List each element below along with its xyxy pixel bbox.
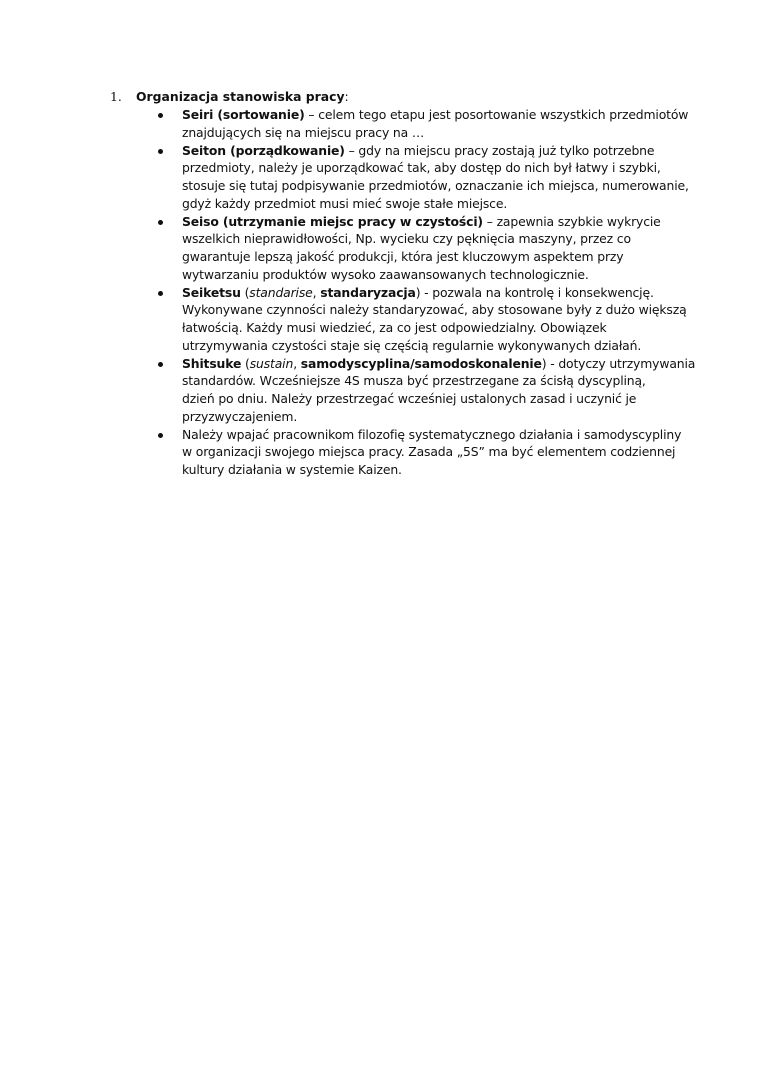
text-run: kultury działania w systemie Kaizen. [182, 462, 402, 477]
text-run: znajdujących się na miejscu pracy na … [182, 124, 425, 140]
list-heading [110, 88, 670, 106]
text-run: Wykonywane czynności należy standaryzować, aby stosowane były z dużo większą [182, 302, 687, 318]
heading-colon: : [344, 89, 349, 104]
text-run: ) - pozwala na kontrolę i konsekwencję. [415, 284, 654, 300]
bold-text-run: standaryzacja [320, 284, 416, 300]
bullet-item [110, 284, 687, 355]
text-run: ( [240, 284, 250, 300]
text-line [182, 142, 670, 160]
text-run: gdyż każdy przedmiot musi mieć swoje stałe miejsce. [182, 195, 508, 211]
bold-text-run: Seiton (porządkowanie) [182, 142, 345, 158]
text-run: stosuje się tutaj podpisywanie przedmiotów, oznaczanie ich miejsca, numerowanie, [182, 178, 689, 193]
text-run: dzień po dniu. Należy przestrzegać wcześniej ustalonych zasad i uczynić je [182, 391, 637, 406]
bullet-dot-icon [158, 113, 163, 118]
text-line [182, 177, 689, 195]
text-line [182, 124, 670, 142]
text-line [182, 372, 670, 390]
text-line [182, 355, 696, 373]
bullet-text [182, 355, 696, 426]
bullet-dot-icon [158, 433, 163, 438]
text-line [182, 266, 670, 284]
text-run: standardów. Wcześniejsze 4S musza być przestrzegane za ścisłą dyscypliną, [182, 373, 646, 389]
bullet-text [182, 142, 689, 213]
text-line [182, 443, 676, 461]
text-run: łatwością. Każdy musi wiedzieć, za co jest odpowiedzialny. Obowiązek [182, 320, 607, 335]
italic-text-run: standarise [249, 284, 313, 300]
bullet-dot-icon [158, 362, 163, 367]
text-line [182, 390, 670, 408]
text-line [182, 319, 670, 337]
text-line [182, 337, 670, 355]
text-run: gwarantuje lepszą jakość produkcji, która jest kluczowym aspektem przy [182, 249, 624, 264]
bold-text-run: Seiri (sortowanie) [182, 107, 305, 122]
bullet-item [110, 355, 696, 426]
text-run: przedmioty, należy je uporządkować tak, aby dostęp do nich był łatwy i szybki, [182, 160, 661, 176]
bullet-list [110, 106, 696, 479]
bullet-item [110, 213, 670, 284]
text-run: wytwarzaniu produktów wysoko zaawansowanych technologicznie. [182, 266, 589, 282]
bullet-item [110, 142, 689, 213]
bullet-item [110, 426, 682, 479]
text-line [182, 284, 670, 302]
text-line [182, 230, 670, 248]
text-line [182, 461, 670, 479]
numbered-list [110, 88, 696, 479]
heading-title: Organizacja stanowiska pracy [136, 89, 345, 104]
bold-text-run: Shitsuke [182, 355, 242, 371]
bullet-text [182, 106, 689, 142]
bullet-dot-icon [158, 220, 163, 225]
text-run: przyzwyczajeniem. [182, 408, 298, 424]
text-run: Należy wpajać pracownikom filozofię systematycznego działania i samodyscypliny [182, 426, 682, 442]
text-run: wszelkich nieprawidłowości, Np. wycieku czy pęknięcia maszyny, przez co [182, 231, 631, 247]
text-line [182, 408, 670, 426]
bullet-dot-icon [158, 149, 163, 154]
bullet-text [182, 426, 682, 479]
text-run: – zapewnia szybkie wykrycie [482, 213, 661, 229]
bullet-dot-icon [158, 291, 163, 296]
bullet-item [110, 106, 689, 142]
text-line [182, 159, 670, 177]
text-run: – celem tego etapu jest posortowanie wszystkich przedmiotów [304, 107, 689, 122]
text-line [182, 301, 687, 319]
italic-text-run: sustain [249, 355, 294, 371]
text-line [182, 195, 670, 213]
text-line [182, 426, 682, 444]
text-line [182, 213, 670, 231]
bold-text-run: Seiso (utrzymanie miejsc pracy w czystości) [182, 213, 483, 229]
bold-text-run: samodyscyplina/samodoskonalenie [300, 355, 542, 371]
text-run: w organizacji swojego miejsca pracy. Zasada „5S” ma być elementem codziennej [182, 444, 676, 460]
text-run: , [293, 355, 301, 371]
list-number: 1. [110, 89, 122, 104]
text-run: , [312, 284, 321, 300]
text-run: ( [241, 355, 250, 371]
text-run: ) - dotyczy utrzymywania [541, 355, 696, 371]
text-line [182, 106, 689, 124]
text-run: – gdy na miejscu pracy zostają już tylko potrzebne [344, 142, 655, 158]
bold-text-run: Seiketsu [182, 284, 241, 300]
bullet-text [182, 284, 687, 355]
text-line [182, 248, 670, 266]
text-run: utrzymywania czystości staje się częścią regularnie wykonywanych działań. [182, 337, 642, 353]
bullet-text [182, 213, 670, 284]
